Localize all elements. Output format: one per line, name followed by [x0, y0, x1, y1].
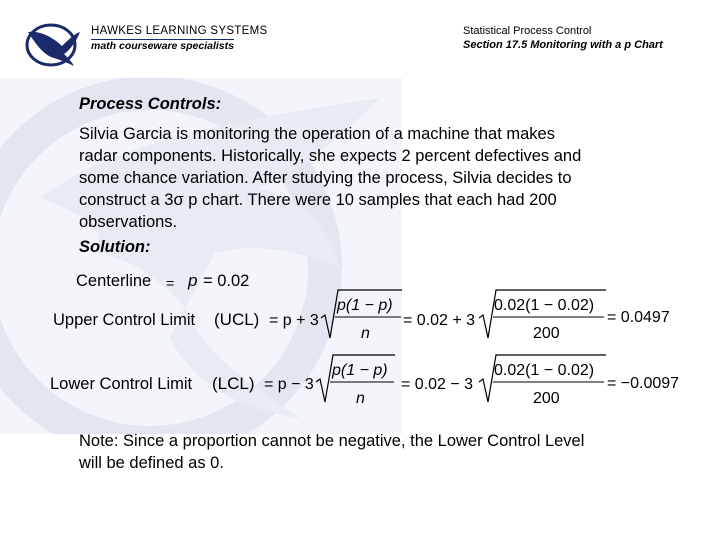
ucl-abbr: (UCL): [214, 310, 260, 329]
note-line: Note: Since a proportion cannot be negative, the Lower Control Level: [79, 432, 585, 450]
lcl-den2: 200: [533, 390, 560, 407]
note-text: [79, 430, 679, 474]
company-tagline: math courseware specialists: [91, 40, 234, 52]
ucl-result: = 0.0497: [607, 309, 670, 326]
section-title: Section 17.5 Monitoring with a p Chart: [463, 39, 663, 51]
ucl-den2: 200: [533, 325, 560, 342]
lcl-abbr: (LCL): [212, 374, 255, 393]
lcl-result: = −0.0097: [607, 375, 680, 392]
lcl-num2: 0.02(1 − 0.02): [494, 362, 595, 379]
ucl-eq2: = 0.02 + 3: [403, 312, 476, 329]
problem-heading: Process Controls:: [79, 95, 222, 113]
lcl-eq1: = p − 3: [264, 376, 314, 393]
lcl-eq2: = 0.02 − 3: [401, 376, 474, 393]
ucl-label: Upper Control Limit: [53, 311, 196, 329]
ucl-num1: p(1 − p): [337, 297, 393, 314]
problem-line: some chance variation. After studying the process, Silvia decides to: [79, 169, 572, 187]
ucl-eq1: = p + 3: [269, 312, 319, 329]
centerline-equals: =: [166, 275, 175, 291]
course-title: Statistical Process Control: [463, 25, 592, 37]
lcl-label: Lower Control Limit: [50, 375, 193, 393]
ucl-num2: 0.02(1 − 0.02): [494, 297, 595, 314]
problem-line: Silvia Garcia is monitoring the operation of a machine that makes: [79, 125, 555, 143]
centerline-p: p: [188, 271, 198, 290]
company-name: HAWKES LEARNING SYSTEMS: [91, 25, 268, 37]
note-line: will be defined as 0.: [79, 454, 224, 472]
problem-line: radar components. Historically, she expects 2 percent defectives and: [79, 147, 582, 165]
lcl-num1: p(1 − p): [332, 362, 388, 379]
solution-heading: Solution:: [79, 238, 151, 256]
problem-line: observations.: [79, 213, 178, 231]
centerline-label: Centerline: [76, 272, 152, 290]
lcl-den1: n: [356, 390, 365, 407]
ucl-den1: n: [361, 325, 370, 342]
centerline-value: = 0.02: [203, 272, 250, 290]
problem-line: construct a 3σ p chart. There were 10 samples that each had 200: [79, 191, 557, 209]
